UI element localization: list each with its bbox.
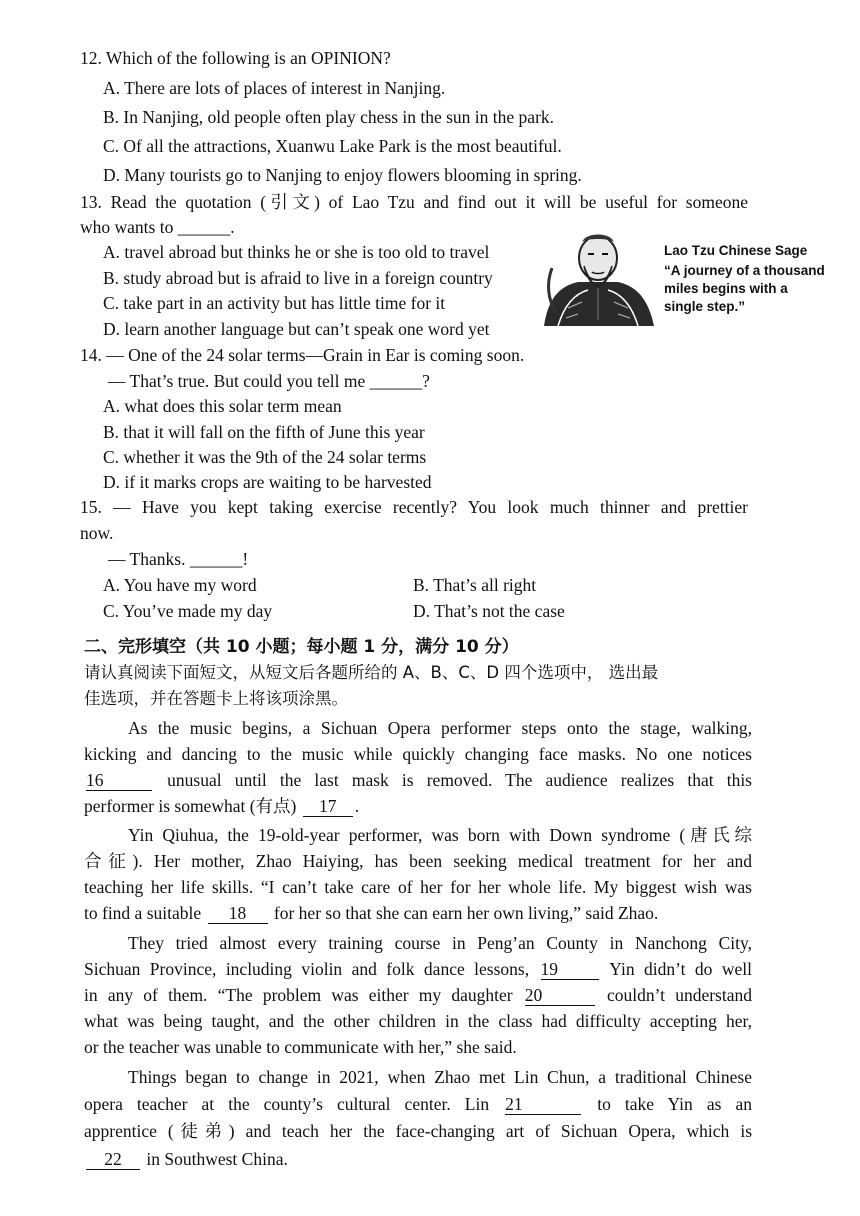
question-12-option-d[interactable]: D. Many tourists go to Nanjing to enjoy flowers blooming in spring. — [103, 165, 582, 185]
question-14-option-b[interactable]: B. that it will fall on the fifth of June this year — [103, 422, 425, 442]
lao-tzu-quote-line-1: “A journey of a thousand — [664, 263, 825, 278]
passage-p1-line-4: performer is somewhat (有点) 17 . — [84, 796, 360, 816]
question-14-option-d[interactable]: D. if it marks crops are waiting to be harvested — [103, 472, 432, 492]
question-13-stem: 13. Read the quotation (引文) of Lao Tzu and find out it will be useful for someone — [80, 192, 748, 212]
lao-tzu-quote-line-2: miles begins with a — [664, 281, 788, 296]
passage-p3-line-2: Sichuan Province, including violin and folk dance lessons, 19 Yin didn’t do well — [84, 959, 752, 979]
question-15-stem: 15. — Have you kept taking exercise recently? You look much thinner and prettier — [80, 497, 748, 517]
section-two-instruction-2: 佳选项，并在答题卡上将该项涂黑。 — [84, 689, 348, 708]
blank-22[interactable]: 22 — [86, 1149, 140, 1170]
passage-p2-line-2: 合征). Her mother, Zhao Haiying, has been seeking medical treatment for her and — [84, 851, 752, 871]
blank-19[interactable]: 19 — [541, 959, 599, 980]
passage-p4-line-3: apprentice (徒弟) and teach her the face-changing art of Sichuan Opera, which is — [84, 1121, 752, 1141]
passage-p2-line-4: to find a suitable 18 for her so that she can earn her own living,” said Zhao. — [84, 903, 659, 923]
question-13-option-a[interactable]: A. travel abroad but thinks he or she is too old to travel — [103, 242, 490, 262]
question-13-option-c[interactable]: C. take part in an activity but has little time for it — [103, 293, 446, 313]
blank-18[interactable]: 18 — [208, 903, 268, 924]
passage-p1-line-2: kicking and dancing to the music while quickly changing face masks. No one notices — [84, 744, 752, 764]
question-14-option-c[interactable]: C. whether it was the 9th of the 24 solar terms — [103, 447, 427, 467]
question-13-option-b[interactable]: B. study abroad but is afraid to live in a foreign country — [103, 268, 493, 288]
lao-tzu-quote-line-3: single step.” — [664, 299, 746, 314]
question-12-option-c[interactable]: C. Of all the attractions, Xuanwu Lake Park is the most beautiful. — [103, 136, 562, 156]
section-two-title: 二、完形填空（共 10 小题；每小题 1 分，满分 10 分） — [84, 637, 519, 657]
question-14-stem: 14. — One of the 24 solar terms—Grain in Ear is coming soon. — [80, 345, 525, 365]
lao-tzu-caption-title: Lao Tzu Chinese Sage — [664, 243, 808, 258]
section-two-instruction-1: 请认真阅读下面短文，从短文后各题所给的 A、B、C、D 四个选项中， 选出最 — [84, 663, 659, 682]
blank-17[interactable]: 17 — [303, 796, 353, 817]
question-14-reply: — That’s true. But could you tell me ______? — [108, 371, 430, 391]
passage-p3-line-5: or the teacher was unable to communicate with her,” she said. — [84, 1037, 517, 1057]
blank-20[interactable]: 20 — [525, 985, 595, 1006]
question-14-option-a[interactable]: A. what does this solar term mean — [103, 396, 342, 416]
question-12-option-b[interactable]: B. In Nanjing, old people often play chess in the sun in the park. — [103, 107, 555, 127]
lao-tzu-portrait — [538, 228, 658, 328]
question-13-stem-cont: who wants to ______. — [80, 217, 235, 237]
passage-p3-line-3: in any of them. “The problem was either my daughter 20 couldn’t understand — [84, 985, 752, 1005]
question-15-option-b[interactable]: B. That’s all right — [413, 575, 537, 595]
passage-p1-line-3: 16 unusual until the last mask is removed. The audience realizes that this — [86, 770, 752, 790]
passage-p3-line-4: what was being taught, and the other children in the class had difficulty accepting her, — [84, 1011, 752, 1031]
question-12-stem: 12. Which of the following is an OPINION? — [80, 48, 391, 68]
question-15-stem-cont: now. — [80, 523, 114, 543]
question-12-option-a[interactable]: A. There are lots of places of interest in Nanjing. — [103, 78, 446, 98]
blank-21[interactable]: 21 — [505, 1094, 581, 1115]
question-15-reply: — Thanks. ______! — [108, 549, 249, 569]
passage-p1-line-1: As the music begins, a Sichuan Opera performer steps onto the stage, walking, — [128, 718, 752, 738]
passage-p4-line-2: opera teacher at the county’s cultural center. Lin 21 to take Yin as an — [84, 1094, 752, 1114]
passage-p3-line-1: They tried almost every training course in Peng’an County in Nanchong City, — [128, 933, 752, 953]
lao-tzu-caption — [664, 242, 824, 316]
passage-p4-line-4: 22 in Southwest China. — [84, 1146, 752, 1172]
question-15-option-c[interactable]: C. You’ve made my day — [103, 601, 273, 621]
passage-p4-line-1: Things began to change in 2021, when Zhao met Lin Chun, a traditional Chinese — [128, 1067, 752, 1087]
passage-p2-line-1: Yin Qiuhua, the 19-old-year performer, was born with Down syndrome (唐氏综 — [128, 825, 752, 845]
question-13-option-d[interactable]: D. learn another language but can’t speak one word yet — [103, 319, 490, 339]
question-15-option-a[interactable]: A. You have my word — [103, 575, 257, 595]
question-15-option-d[interactable]: D. That’s not the case — [413, 601, 565, 621]
passage-p2-line-3: teaching her life skills. “I can’t take care of her for her whole life. My biggest wish was — [84, 877, 752, 897]
blank-16[interactable]: 16 — [86, 770, 152, 791]
